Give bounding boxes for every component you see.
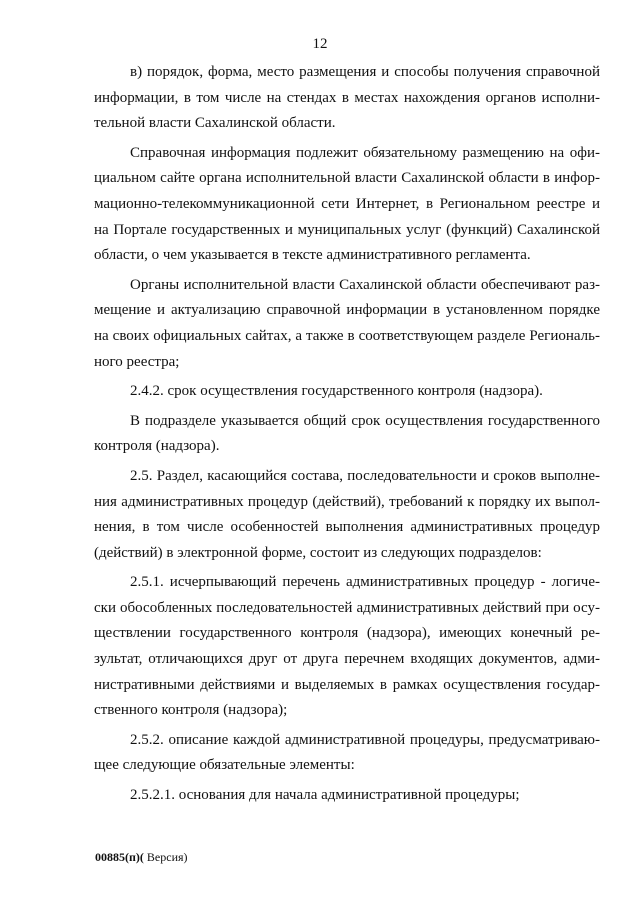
page-number: 12: [312, 36, 328, 52]
paragraph: [94, 379, 600, 405]
text-line: ственного контроля (надзора);: [94, 702, 288, 719]
text-line: (действий) в электронной форме, состоит из следующих подразделов:: [94, 544, 542, 561]
paragraph: [94, 783, 600, 809]
text-line: 2.5. Раздел, касающийся состава, последовательности и сроков выполне-: [130, 467, 600, 484]
text-line: мещение и актуализацию справочной информации в установленном порядке: [94, 302, 600, 319]
paragraph: [94, 141, 600, 269]
paragraph: [94, 570, 600, 724]
text-line: в) порядок, форма, место размещения и способы получения справочной: [130, 64, 600, 80]
text-line: зультат, отличающихся друг от друга перечнем входящих документов, адми-: [94, 651, 600, 668]
footer-code: 00885(п)(: [95, 850, 144, 864]
text-line: контроля (надзора).: [94, 438, 220, 455]
text-line: тельной власти Сахалинской области.: [94, 115, 336, 132]
text-line: мационно-телекоммуникационной сети Интернет, в Региональном реестре и: [94, 195, 600, 212]
paragraph: [94, 464, 600, 566]
paragraph: [94, 728, 600, 779]
footer-version: Версия): [143, 850, 188, 864]
document-body: [94, 60, 600, 809]
text-line: нения, в том числе особенностей выполнения административных процедур: [94, 519, 600, 536]
text-line: Справочная информация подлежит обязательному размещению на офи-: [130, 144, 600, 161]
text-line: ски обособленных последовательностей административных действий при осу-: [94, 599, 600, 616]
paragraph: [94, 273, 600, 375]
text-line: на своих официальных сайтах, а также в соответствующем разделе Региональ-: [94, 327, 600, 344]
text-line: 2.5.2. описание каждой административной процедуры, предусматриваю-: [130, 731, 600, 748]
text-line: 2.5.1. исчерпывающий перечень административных процедур - логиче-: [130, 574, 600, 591]
text-line: ществлении государственного контроля (надзора), имеющих конечный ре-: [94, 625, 600, 642]
text-line: циальном сайте органа исполнительной власти Сахалинской области в инфор-: [94, 170, 600, 187]
text-line: области, о чем указывается в тексте административного регламента.: [94, 247, 531, 264]
text-line: 2.4.2. срок осуществления государственного контроля (надзора).: [130, 383, 543, 400]
document-footer: [95, 850, 188, 865]
text-line: В подразделе указывается общий срок осуществления государственного: [130, 412, 600, 429]
text-line: на Портале государственных и муниципальных услуг (функций) Сахалинской: [94, 221, 600, 238]
text-line: ного реестра;: [94, 353, 180, 370]
paragraph: [94, 60, 600, 137]
text-line: нистративными действиями и выделяемых в рамках осуществления государ-: [94, 676, 600, 693]
paragraph: [94, 409, 600, 460]
text-line: Органы исполнительной власти Сахалинской области обеспечивают раз-: [130, 276, 600, 293]
text-line: 2.5.2.1. основания для начала административной процедуры;: [130, 787, 520, 804]
text-line: щее следующие обязательные элементы:: [94, 757, 355, 774]
text-line: ния административных процедур (действий), требований к порядку их выпол-: [94, 493, 600, 510]
text-line: информации, в том числе на стендах в местах нахождения органов исполни-: [94, 89, 600, 106]
